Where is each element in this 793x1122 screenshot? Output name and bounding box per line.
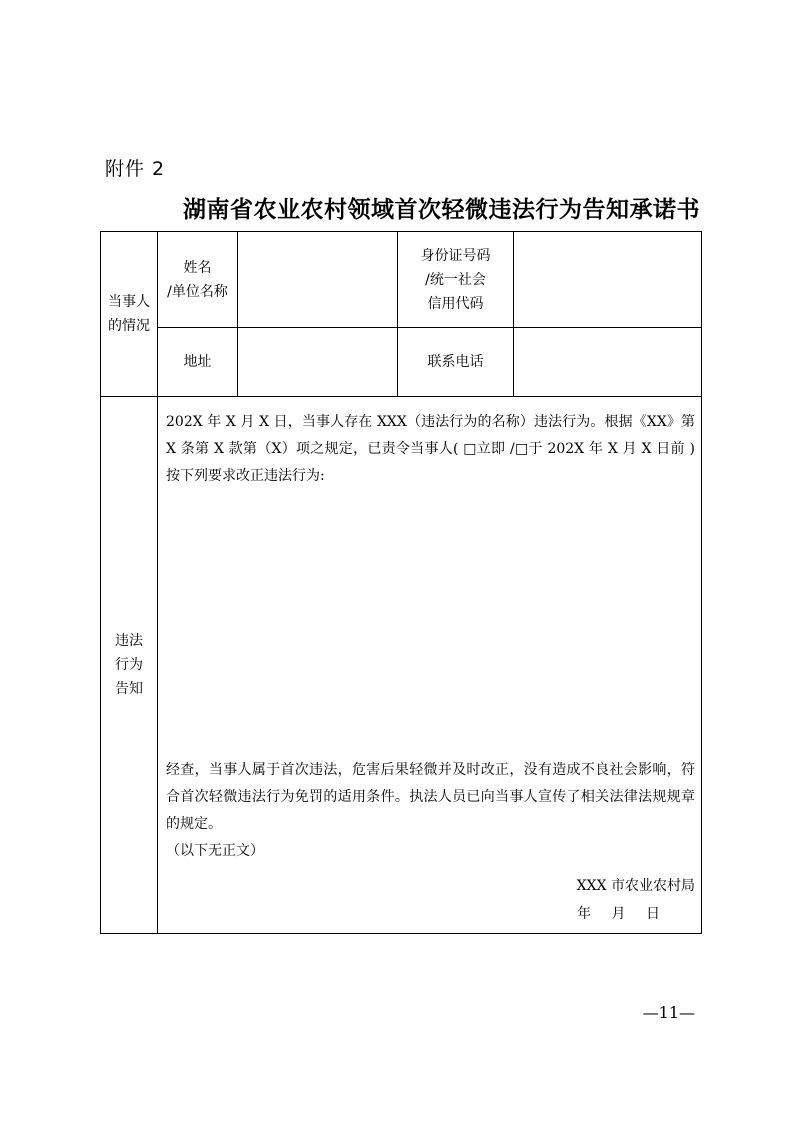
notice-section-label: [101, 397, 158, 934]
notice-label-line2: 行为: [115, 657, 143, 673]
name-label-line2: /单位名称: [167, 283, 228, 300]
id-label-line3: 信用代码: [427, 295, 484, 312]
id-label-line1: 身份证号码: [420, 247, 491, 264]
id-label-line2: /统一社会: [425, 271, 486, 288]
address-value-field[interactable]: [238, 328, 398, 397]
id-label-cell: [398, 232, 514, 328]
notice-paragraph-findings: 经查，当事人属于首次违法，危害后果轻微并及时改正，没有造成不良社会影响，符合首次轻微违法行为免罚的适用条件。执法人员已向当事人宣传了相关法律法规规章的规定。: [166, 762, 695, 832]
phone-label: 联系电话: [398, 328, 514, 397]
notice-paragraph-violation: 202X 年 X 月 X 日，当事人存在 XXX（违法行为的名称）违法行为。根据《XX》第 X 条第 X 款第（X）项之规定，已责令当事人( □立即 /□于 202X 年 X 月 X 日前 )按下列要求改正违法行为:: [166, 414, 695, 484]
party-label-line2: 的情况: [108, 318, 150, 334]
document-title: 湖南省农业农村领域首次轻微违法行为告知承诺书: [183, 196, 700, 223]
name-value-field[interactable]: [238, 232, 398, 328]
page-number: —11—: [642, 1003, 695, 1022]
notice-label-line1: 违法: [115, 633, 143, 649]
phone-value-field[interactable]: [514, 328, 702, 397]
no-more-text: （以下无正文）: [166, 843, 264, 859]
party-row-name: [101, 232, 702, 328]
attachment-label: 附件 2: [105, 158, 166, 180]
address-label: 地址: [158, 328, 238, 397]
signing-date: 年 月 日: [577, 906, 661, 922]
party-row-address: [101, 328, 702, 397]
name-label-line1: 姓名: [183, 259, 212, 276]
party-section-label: [101, 232, 158, 397]
name-label-cell: [158, 232, 238, 328]
signing-organization: XXX 市农业农村局: [576, 878, 695, 894]
id-value-field[interactable]: [514, 232, 702, 328]
notice-label-line3: 告知: [115, 681, 143, 697]
notice-content: [158, 397, 702, 934]
notice-form-table: [100, 231, 702, 934]
notice-row: [101, 397, 702, 934]
party-label-line1: 当事人: [108, 294, 150, 310]
